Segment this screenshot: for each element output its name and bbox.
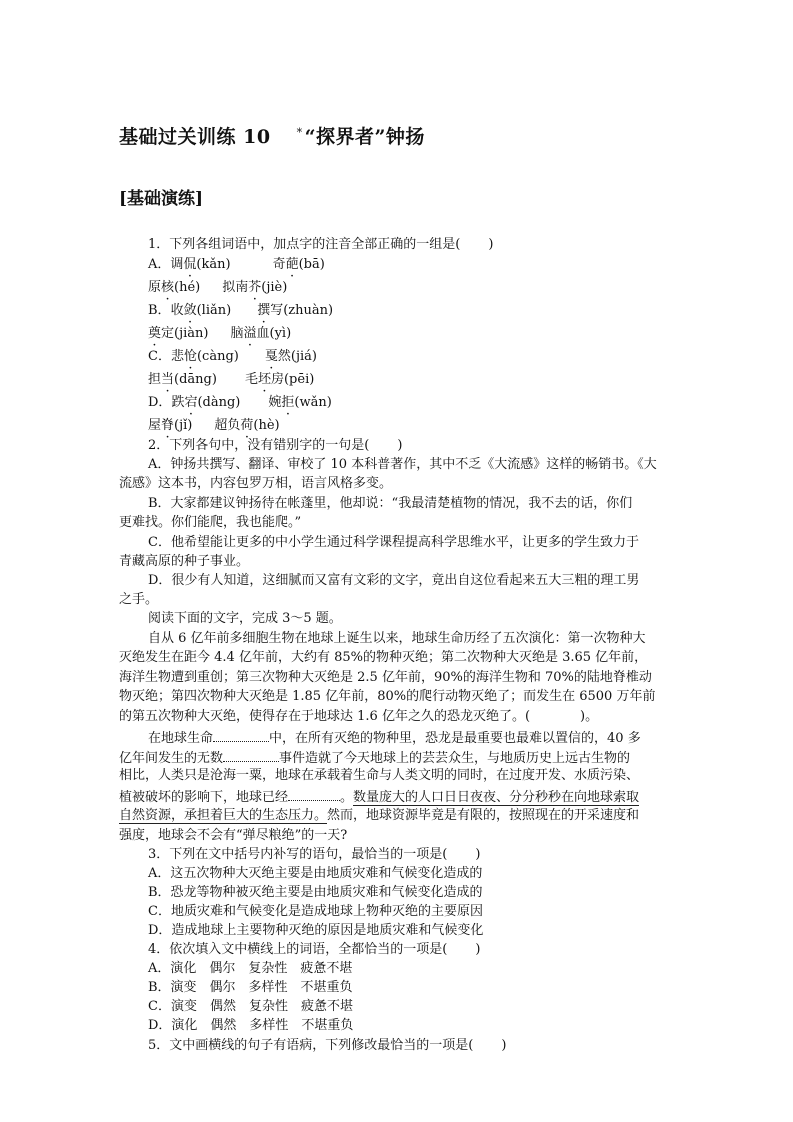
q2-option-a-cont: 流感》这本书，内容包罗万相，语言风格多变。: [119, 476, 393, 491]
q2-option-d-cont: 之手。: [119, 592, 159, 607]
passage-p1-line3: 海洋生物遭到重创；第三次物种大灭绝是 2.5 亿年前，90%的海洋生物和 70%的陆地脊椎动: [119, 670, 652, 685]
q5-stem: 5．文中画横线的句子有语病，下列修改最恰当的一项是( ): [148, 1038, 507, 1053]
q1-option-a: A．调侃(kǎn) 奇葩(bā): [148, 257, 325, 272]
passage-p1-line5: 的第五次物种大灭绝，使得存在于地球达 1.6 亿年之久的恐龙灭绝了。( )。: [119, 709, 599, 724]
passage-p2-line5: 自然资源，承担着巨大的生态压力。然而，地球资源毕竟是有限的，按照现在的开采速度和: [119, 808, 640, 823]
q1-option-a-line2: 原核(hé) 拟南芥(jiè): [148, 280, 288, 295]
q2-stem: 2．下列各句中，没有错别字的一句是( ): [148, 438, 403, 453]
q4-option-d: D．演化 偶然 多样性 不堪重负: [148, 1018, 354, 1033]
passage-p1-line1: 自从 6 亿年前多细胞生物在地球上诞生以来，地球生命历经了五次演化：第一次物种大: [148, 631, 646, 646]
reading-intro: 阅读下面的文字，完成 3～5 题。: [148, 611, 342, 626]
q1-stem: 1．下列各组词语中，加点字的注音全部正确的一组是( ): [148, 237, 494, 252]
q2-option-a: A．钟扬共撰写、翻译、审校了 10 本科普著作，其中不乏《大流感》这样的畅销书。《大: [148, 457, 657, 472]
q3-option-d: D．造成地球上主要物种灭绝的原因是地质灾难和气候变化: [148, 923, 484, 938]
title-main: 基础过关训练 10: [119, 126, 271, 148]
passage-p2-line6: 强度，地球会不会有“弹尽粮绝”的一天?: [119, 828, 348, 843]
q4-option-c: C．演变 偶然 复杂性 疲惫不堪: [148, 999, 353, 1014]
underlined-sentence-part2: 自然资源，承担着巨大的生态压力。: [119, 808, 328, 823]
q4-stem: 4．依次填入文中横线上的词语，全都恰当的一项是( ): [148, 942, 481, 957]
blank-1[interactable]: [213, 727, 269, 742]
q4-option-a: A．演化 偶尔 复杂性 疲惫不堪: [148, 961, 353, 976]
passage-p2-line1: 在地球生命 中，在所有灭绝的物种里，恐龙是最重要也最难以置信的，40 多: [148, 727, 641, 749]
title-topic: “探界者”钟扬: [304, 126, 425, 148]
page-title: [119, 122, 425, 149]
q2-option-b-cont: 更难找。你们能爬，我也能爬。”: [119, 515, 302, 530]
q1-option-c: C．悲怆(càng) 戛然(jiá): [148, 349, 317, 364]
q1-option-b-line2: 奠定(jiàn) 脑溢血(yì): [148, 326, 292, 341]
q1-option-d-line2: 屋脊(jǐ) 超负荷(hè): [148, 418, 280, 433]
passage-p1-line4: 物灭绝；第四次物种大灭绝是 1.85 亿年前，80%的爬行动物灭绝了；而发生在 6500 万年前: [119, 689, 656, 704]
q1-option-c-line2: 担当(dāng) 毛坯房(pēi): [148, 372, 315, 387]
underlined-sentence-part1: 数量庞大的人口日日夜夜、分分秒秒在向地球索取: [353, 790, 640, 805]
section-heading: [基础演练]: [119, 189, 204, 209]
title-star: *: [296, 125, 303, 139]
q1-option-d: D．跌宕(dàng) 婉拒(wǎn): [148, 395, 332, 410]
blank-2[interactable]: [223, 747, 279, 762]
q2-option-c-cont: 青藏高原的种子事业。: [119, 554, 250, 569]
passage-p2-line4: 植被破坏的影响下，地球已经 。数量庞大的人口日日夜夜、分分秒秒在向地球索取: [119, 786, 639, 808]
q4-option-b: B．演变 偶尔 多样性 不堪重负: [148, 980, 353, 995]
passage-p2-line2: 亿年间发生的无数 事件造就了今天地球上的芸芸众生，与地质历史上远古生物的: [119, 747, 630, 769]
q1-option-b: B．收敛(liǎn) 撰写(zhuàn): [148, 303, 334, 318]
q3-stem: 3．下列在文中括号内补写的语句，最恰当的一项是( ): [148, 847, 481, 862]
q3-option-c: C．地质灾难和气候变化是造成地球上物种灭绝的主要原因: [148, 904, 483, 919]
q2-option-d: D．很少有人知道，这细腻而又富有文彩的文字，竟出自这位看起来五大三粗的理工男: [148, 573, 640, 588]
q2-option-c: C．他希望能让更多的中小学生通过科学课程提高科学思维水平，让更多的学生致力于: [148, 535, 639, 550]
passage-p2-line3: 相比，人类只是沧海一粟，地球在承载着生命与人类文明的同时，在过度开发、水质污染、: [119, 768, 640, 783]
q3-option-b: B．恐龙等物种被灭绝主要是由地质灾难和气候变化造成的: [148, 885, 483, 900]
q2-option-b: B．大家都建议钟扬待在帐蓬里，他却说：“我最清楚植物的情况，我不去的话，你们: [148, 496, 633, 511]
blank-3[interactable]: [288, 786, 340, 801]
q3-option-a: A．这五次物种大灭绝主要是由地质灾难和气候变化造成的: [148, 866, 483, 881]
passage-p1-line2: 灭绝发生在距今 4.4 亿年前，大约有 85%的物种灭绝；第二次物种大灭绝是 3.65 亿年前，: [119, 650, 648, 665]
